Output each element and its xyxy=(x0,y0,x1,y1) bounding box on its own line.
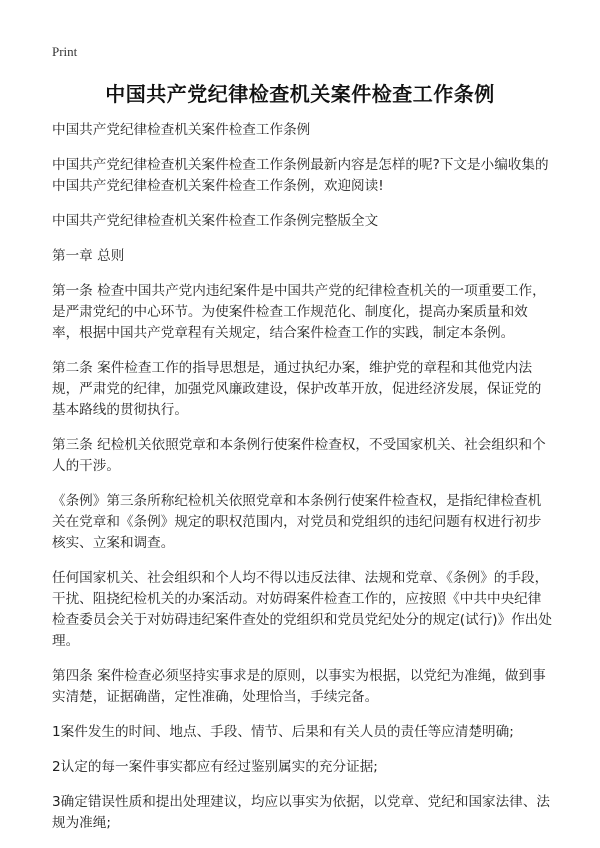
list-item-2: 2认定的每一案件事实都应有经过鉴别属实的充分证据; xyxy=(52,759,378,775)
paragraph-subtitle: 中国共产党纪律检查机关案件检查工作条例 xyxy=(52,122,311,138)
article-1: 第一条 检查中国共产党内违纪案件是中国共产党的纪律检查机关的一项重要工作，是严肃党纪的中心环节。为使案件检查工作规范化、制度化，提高办案质量和效率，根据中国共产党章程有关规定，结合案件检查工作的实践，制定本条例。 xyxy=(52,283,546,341)
article-3: 第三条 纪检机关依照党章和本条例行使案件检查权，不受国家机关、社会组织和个人的干涉。 xyxy=(52,437,546,474)
document-title: 中国共产党纪律检查机关案件检查工作条例 xyxy=(105,82,495,106)
print-link[interactable]: Print xyxy=(52,44,78,59)
list-item-3: 3确定错误性质和提出处理建议，均应以事实为依据，以党章、党纪和国家法律、法规为准绳; xyxy=(52,794,551,831)
article-2: 第二条 案件检查工作的指导思想是，通过执纪办案，维护党的章程和其他党内法规，严肃党的纪律，加强党风廉政建设，保护改革开放，促进经济发展，保证党的基本路线的贯彻执行。 xyxy=(52,360,542,418)
list-item-1: 1案件发生的时间、地点、手段、情节、后果和有关人员的责任等应清楚明确; xyxy=(52,724,514,740)
document-body xyxy=(52,120,552,848)
paragraph-fulltext-heading: 中国共产党纪律检查机关案件检查工作条例完整版全文 xyxy=(52,213,379,229)
paragraph-intro: 中国共产党纪律检查机关案件检查工作条例最新内容是怎样的呢?下文是小编收集的中国共产党纪律检查机关案件检查工作条例，欢迎阅读! xyxy=(52,157,549,194)
article-3-interference: 任何国家机关、社会组织和个人均不得以违反法律、法规和党章、《条例》的手段，干扰、阻挠纪检机关的办案活动。对妨碍案件检查工作的，应按照《中共中央纪律检查委员会关于对妨碍违纪案件查处的党组织和党员党纪处分的规定(试行)》作出处理。 xyxy=(52,570,552,649)
chapter-heading: 第一章 总则 xyxy=(52,248,125,264)
article-3-explanation: 《条例》第三条所称纪检机关依照党章和本条例行使案件检查权，是指纪律检查机关在党章和《条例》规定的职权范围内，对党员和党组织的违纪问题有权进行初步核实、立案和调查。 xyxy=(52,493,542,551)
article-4: 第四条 案件检查必须坚持实事求是的原则，以事实为根据，以党纪为准绳，做到事实清楚，证据确凿，定性准确，处理恰当，手续完备。 xyxy=(52,668,546,705)
